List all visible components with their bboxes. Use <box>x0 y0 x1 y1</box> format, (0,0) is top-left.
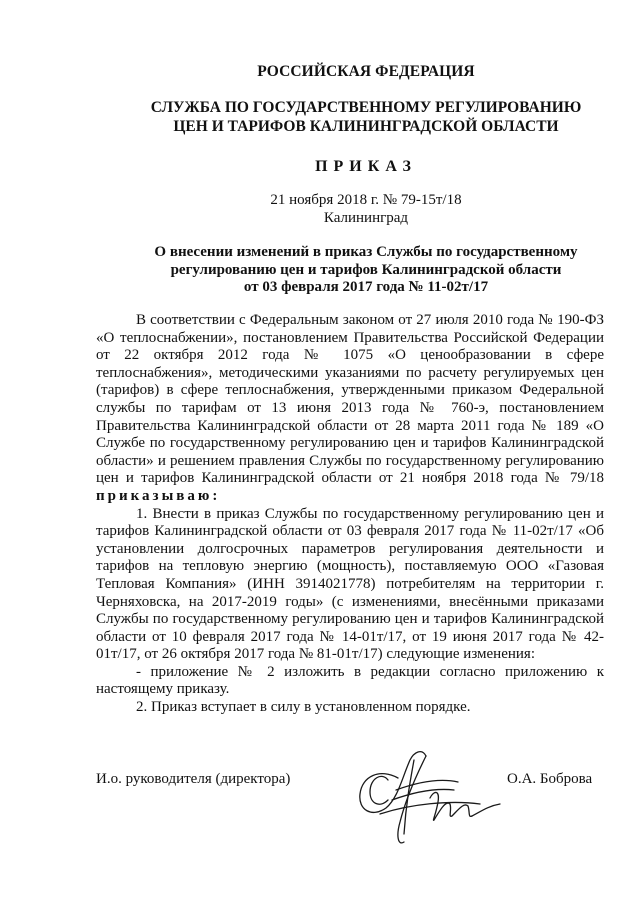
preamble-text: В соответствии с Федеральным законом от 27 июля 2010 года № 190-ФЗ «О теплоснабжении», постановлением Правительства Российской Федерации от 22 октября 2012 года № 1075 «О ценообразовании в сфере теплоснабжения», методическими указаниями по расчету регулируемых цен (тарифов) в сфере теплоснабжения, утвержденными приказом Федеральной службы по тарифам от 13 июня 2013 года № 760-э, постановлением Правительства Калининградской области от 28 марта 2011 года № 189 «О Службе по государственному регулированию цен и тарифов Калининградской области» и решением правления Службы по государственному регулированию цен и тарифов Калининградской области от 21 ноября 2018 года № 79/18 <box>96 312 604 487</box>
signatory-position: И.о. руководителя (директора) <box>96 771 291 787</box>
document-meta <box>96 191 636 227</box>
item-1-subitem: - приложение № 2 изложить в редакции согласно приложению к настоящему приказу. <box>96 663 604 698</box>
item-1-paragraph: 1. Внести в приказ Службы по государственному регулированию цен и тарифов Калининградской области от 03 февраля 2017 года № 11-02т/17 «Об установлении долгосрочных параметров регулирования деятельности и тарифов на тепловую энергию (мощность), поставляемую ООО «Газовая Тепловая Компания» (ИНН 3914021778) потребителям на территории г. Черняховска, на 2017-2019 годы» (с изменениями, внесёнными приказами Службы по государственному регулированию цен и тарифов Калининградской области от 10 февраля 2017 года № 14-01т/17, от 19 июня 2017 года № 42-01т/17, от 26 октября 2017 года № 81-01т/17) следующие изменения: <box>96 505 604 663</box>
date-and-number: 21 ноября 2018 г. № 79-15т/18 <box>270 192 462 208</box>
document-type-heading: ПРИКАЗ <box>315 158 417 175</box>
order-word: приказываю: <box>96 487 221 504</box>
agency-heading <box>96 98 636 136</box>
subject-line2: регулированию цен и тарифов Калининградской области <box>170 261 562 278</box>
document-body <box>96 312 604 717</box>
agency-heading-line1: СЛУЖБА ПО ГОСУДАРСТВЕННОМУ РЕГУЛИРОВАНИЮ <box>150 99 582 116</box>
city: Калининград <box>323 210 409 226</box>
agency-heading-line2: ЦЕН И ТАРИФОВ КАЛИНИНГРАДСКОЙ ОБЛАСТИ <box>173 118 559 135</box>
item-2-paragraph: 2. Приказ вступает в силу в установленном порядке. <box>136 699 471 716</box>
subject-line3: от 03 февраля 2017 года № 11-02т/17 <box>243 279 489 295</box>
document-subject <box>96 244 636 297</box>
subject-line1: О внесении изменений в приказ Службы по государственному <box>154 244 578 260</box>
signatory-name: О.А. Боброва <box>507 771 593 787</box>
handwritten-signature <box>340 738 510 853</box>
country-heading: РОССИЙСКАЯ ФЕДЕРАЦИЯ <box>257 63 475 80</box>
preamble-paragraph <box>96 312 604 506</box>
